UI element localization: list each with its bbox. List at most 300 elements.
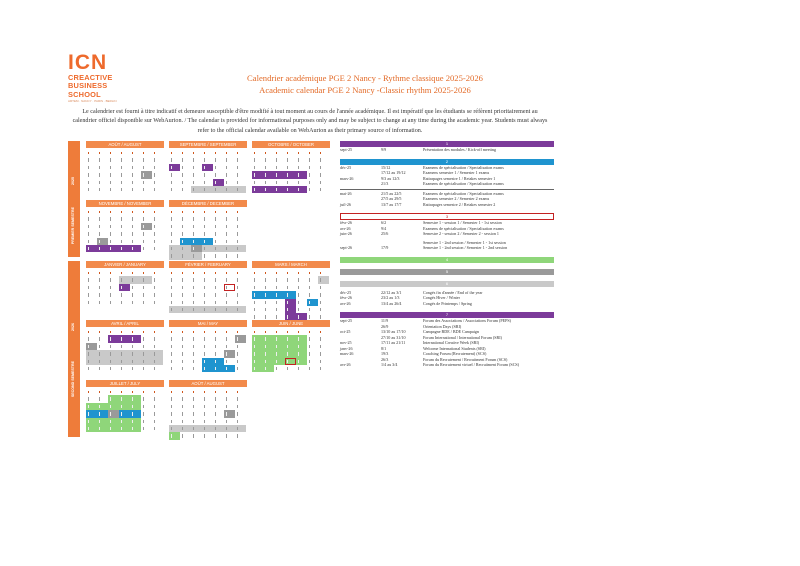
day-cell [86,171,97,178]
day-cell [252,365,263,372]
day-cell [169,291,180,298]
day-cell [318,350,329,357]
legend-row: 26/9 Orientation Days (SRI) [381,323,462,329]
day-cell [180,335,191,342]
month-header: SEPTEMBRE / SEPTEMBER [169,141,247,148]
day-cell [152,395,163,402]
day-cell [318,291,329,298]
day-cell [318,179,329,186]
day-cell [213,179,224,186]
month-header: JUILLET / JULY [86,380,164,387]
day-cell [307,284,318,291]
logo-line-1: CREACTIVE [68,73,113,82]
day-cell [86,299,97,306]
day-cell [152,276,163,283]
day-cell [152,230,163,237]
day-cell [152,238,163,245]
day-cell [274,171,285,178]
day-cell [108,291,119,298]
month-grid [169,149,247,193]
day-cell [213,291,224,298]
month-grid [252,149,330,193]
day-cell [202,238,213,245]
day-cell [180,156,191,163]
day-cell [285,186,296,193]
day-cell [130,343,141,350]
day-cell [97,284,108,291]
day-cell [307,186,318,193]
day-cell [224,276,235,283]
day-cell [224,156,235,163]
day-cell [202,335,213,342]
day-cell [202,299,213,306]
day-cell [108,276,119,283]
day-cell [235,410,246,417]
day-cell [202,291,213,298]
day-cell [86,335,97,342]
day-cell [274,149,285,156]
day-cell [274,186,285,193]
day-cell [274,276,285,283]
day-cell [235,335,246,342]
day-cell [108,425,119,432]
day-cell [202,328,213,335]
day-cell [130,186,141,193]
day-cell [202,230,213,237]
day-cell [169,388,180,395]
day-cell [180,358,191,365]
day-cell [180,230,191,237]
day-cell [97,425,108,432]
day-cell [152,208,163,215]
day-cell [274,335,285,342]
day-cell [274,156,285,163]
legend-band-4: 4 [340,257,554,263]
day-cell [152,403,163,410]
intro-disclaimer: Le calendrier est fourni à titre indicatif et demeure susceptible d'être modifié à tout moment au cours de l'année académique. Il est impératif que les étudiants se réfèrent prioritairement au calendrier officiel disponible sur WebAurion. / The calendar is provided for informational purposes only and may be subject to change at any time during the academic year. Students must always refer to the official calendar available on WebAurion as their primary source of information. [72,109,548,134]
day-cell [296,164,307,171]
day-cell [213,252,224,259]
day-cell [202,425,213,432]
day-cell [152,179,163,186]
day-cell [213,230,224,237]
day-cell [180,245,191,252]
day-cell [263,284,274,291]
legend-row: févr-26 23/2 au 1/3 Congés Hiver / Winter [340,295,460,300]
day-cell [318,269,329,276]
day-cell [235,328,246,335]
day-cell [141,223,152,230]
day-cell [108,403,119,410]
day-cell [97,335,108,342]
day-cell [213,215,224,222]
day-cell [296,365,307,372]
legend-band-3: 3 [340,213,554,220]
day-cell [130,156,141,163]
day-cell [307,299,318,306]
day-cell [119,171,130,178]
day-cell [86,186,97,193]
day-cell [141,230,152,237]
day-cell [97,269,108,276]
day-cell [191,238,202,245]
day-cell [130,215,141,222]
day-cell [119,230,130,237]
day-cell [224,252,235,259]
day-cell [235,245,246,252]
legend-row: avr-26 13/4 au 26/4 Congés de Printemps / Spring [340,300,472,306]
day-cell [213,403,224,410]
day-cell [119,299,130,306]
legend-row: mai-26 21/5 au 22/5 Examens de spécialisation / Specialisation exams [340,189,554,197]
day-cell [235,343,246,350]
day-cell [252,291,263,298]
day-cell [213,276,224,283]
day-cell [141,245,152,252]
day-cell [108,335,119,342]
day-cell [213,425,224,432]
day-cell [169,350,180,357]
day-cell [86,350,97,357]
day-cell [141,418,152,425]
day-cell [307,164,318,171]
day-cell [318,276,329,283]
month-grid [86,149,164,193]
day-cell [224,395,235,402]
day-cell [213,269,224,276]
day-cell [141,156,152,163]
day-cell [130,388,141,395]
day-cell [191,403,202,410]
day-cell [235,350,246,357]
day-cell [318,358,329,365]
day-cell [213,149,224,156]
day-cell [213,343,224,350]
legend-row: 27/5 au 29/5 Examens semestre 2 / Semester 2 exams [381,196,490,201]
month-header: JANVIER / JANUARY [86,261,164,268]
day-cell [86,403,97,410]
day-cell [202,164,213,171]
day-cell [191,156,202,163]
day-cell [169,358,180,365]
day-cell [274,164,285,171]
day-cell [130,230,141,237]
day-cell [263,328,274,335]
day-cell [119,425,130,432]
day-cell [108,149,119,156]
day-cell [252,171,263,178]
month-january-2026 [86,261,164,306]
day-cell [213,186,224,193]
day-cell [191,425,202,432]
day-cell [235,365,246,372]
day-cell [191,208,202,215]
day-cell [263,358,274,365]
day-cell [169,186,180,193]
day-cell [152,343,163,350]
day-cell [252,276,263,283]
day-cell [263,365,274,372]
day-cell [97,418,108,425]
day-cell [152,284,163,291]
day-cell [86,410,97,417]
day-cell [191,306,202,313]
legend-row: nov-25 17/11 au 21/11 International Creative Week (SRI) [340,340,480,345]
day-cell [119,358,130,365]
day-cell [191,358,202,365]
legend-row: avr-26 1/4 au 3/4 Forum du Recrutement virtuel / Recruitment Forum (SCS) [340,362,520,367]
logo-tagline: ARTEM · NANCY · PARIS · BERLIN [68,99,117,104]
day-cell [169,276,180,283]
month-header: MARS / MARCH [252,261,330,268]
day-cell [191,230,202,237]
legend-row: mars-26 19/3 Coaching Forum (Recrutement) (SCS) [340,351,487,356]
day-cell [307,179,318,186]
day-cell [180,410,191,417]
day-cell [169,252,180,259]
day-cell [191,395,202,402]
day-cell [285,343,296,350]
day-cell [152,164,163,171]
day-cell [235,252,246,259]
day-cell [252,149,263,156]
day-cell [274,306,285,313]
day-cell [213,365,224,372]
day-cell [213,164,224,171]
day-cell [274,358,285,365]
day-cell [213,171,224,178]
day-cell [202,215,213,222]
day-cell [202,284,213,291]
day-cell [296,291,307,298]
day-cell [141,350,152,357]
month-august-2025 [86,141,164,193]
day-cell [119,149,130,156]
day-cell [119,418,130,425]
day-cell [307,269,318,276]
day-cell [180,395,191,402]
day-cell [235,238,246,245]
month-november-2025 [86,200,164,252]
day-cell [119,276,130,283]
day-cell [285,284,296,291]
day-cell [235,179,246,186]
day-cell [307,335,318,342]
day-cell [119,335,130,342]
day-cell [86,223,97,230]
sidebar-year-2025: 2025 [71,177,75,185]
title-french: Calendrier académique PGE 2 Nancy - Rythme classique 2025-2026 [247,73,483,83]
day-cell [296,299,307,306]
day-cell [152,215,163,222]
day-cell [285,350,296,357]
day-cell [224,403,235,410]
day-cell [152,328,163,335]
day-cell [235,156,246,163]
day-cell [213,156,224,163]
day-cell [152,149,163,156]
day-cell [285,306,296,313]
day-cell [130,223,141,230]
day-cell [191,149,202,156]
day-cell [296,350,307,357]
legend-band-5: 5 [340,269,554,275]
month-grid [252,328,330,372]
day-cell [180,164,191,171]
day-cell [97,245,108,252]
day-cell [180,215,191,222]
day-cell [307,350,318,357]
day-cell [180,291,191,298]
day-cell [307,328,318,335]
day-cell [252,328,263,335]
day-cell [108,410,119,417]
day-cell [191,215,202,222]
day-cell [169,179,180,186]
day-cell [296,269,307,276]
day-cell [318,328,329,335]
day-cell [152,365,163,372]
day-cell [235,299,246,306]
day-cell [318,186,329,193]
day-cell [141,208,152,215]
legend-row: sept-25 11/9 Forum des Associations / Associations Forum (PEPS) [340,318,512,323]
day-cell [141,358,152,365]
day-cell [180,425,191,432]
month-september-2025 [169,141,247,193]
day-cell [263,291,274,298]
day-cell [130,284,141,291]
day-cell [202,306,213,313]
day-cell [224,179,235,186]
day-cell [274,291,285,298]
day-cell [213,223,224,230]
day-cell [285,269,296,276]
day-cell [152,418,163,425]
day-cell [224,343,235,350]
day-cell [252,358,263,365]
day-cell [86,388,97,395]
day-cell [202,186,213,193]
day-cell [191,223,202,230]
day-cell [202,358,213,365]
legend-row: juil-26 13/7 au 17/7 Rattrapages semestre 2 / Retakes semester 2 [340,201,496,207]
day-cell [169,245,180,252]
day-cell [191,186,202,193]
day-cell [263,350,274,357]
day-cell [86,425,97,432]
day-cell [86,179,97,186]
day-cell [97,410,108,417]
day-cell [296,335,307,342]
day-cell [213,395,224,402]
day-cell [169,328,180,335]
day-cell [86,328,97,335]
day-cell [224,410,235,417]
day-cell [130,208,141,215]
month-grid [169,388,247,440]
day-cell [119,164,130,171]
day-cell [152,358,163,365]
day-cell [191,245,202,252]
month-grid [86,269,164,306]
day-cell [202,418,213,425]
day-cell [235,306,246,313]
day-cell [97,299,108,306]
day-cell [119,215,130,222]
day-cell [130,335,141,342]
day-cell [202,343,213,350]
day-cell [296,284,307,291]
day-cell [152,425,163,432]
sidebar-semester-2 [68,261,80,437]
month-grid [169,208,247,260]
day-cell [285,299,296,306]
day-cell [318,171,329,178]
day-cell [202,410,213,417]
day-cell [224,306,235,313]
day-cell [141,425,152,432]
day-cell [180,306,191,313]
legend-row: avr-26 9/4 Examens de spécialisation / Specialisation exams [340,225,504,231]
day-cell [180,388,191,395]
day-cell [202,350,213,357]
day-cell [274,179,285,186]
legend-row: 27/10 au 31/10 Forum International / International Forum (SRI) [381,334,503,340]
day-cell [213,284,224,291]
day-cell [202,403,213,410]
day-cell [97,238,108,245]
day-cell [180,299,191,306]
day-cell [252,156,263,163]
day-cell [108,230,119,237]
day-cell [191,269,202,276]
day-cell [152,186,163,193]
day-cell [235,395,246,402]
day-cell [108,418,119,425]
day-cell [296,179,307,186]
day-cell [263,164,274,171]
day-cell [224,171,235,178]
day-cell [191,299,202,306]
legend-row: janv-26 8/1 Welcome International Students (SRI) [340,345,486,351]
day-cell [285,179,296,186]
day-cell [213,410,224,417]
day-cell [152,388,163,395]
day-cell [141,395,152,402]
month-grid [86,208,164,252]
day-cell [180,328,191,335]
month-header: MAI / MAY [169,320,247,327]
legend-row: 17/12 au 19/12 Examens semestre 1 / Semester 1 exams [381,170,490,175]
day-cell [202,365,213,372]
day-cell [263,149,274,156]
day-cell [119,208,130,215]
month-header: NOVEMBRE / NOVEMBER [86,200,164,207]
day-cell [169,238,180,245]
day-cell [224,335,235,342]
day-cell [119,186,130,193]
day-cell [252,284,263,291]
legend-row: oct-25 13/10 au 17/10 Campagne BDE / BDE Campaign [340,329,479,334]
day-cell [130,276,141,283]
day-cell [97,291,108,298]
day-cell [274,299,285,306]
day-cell [169,208,180,215]
day-cell [152,299,163,306]
day-cell [296,358,307,365]
day-cell [307,276,318,283]
